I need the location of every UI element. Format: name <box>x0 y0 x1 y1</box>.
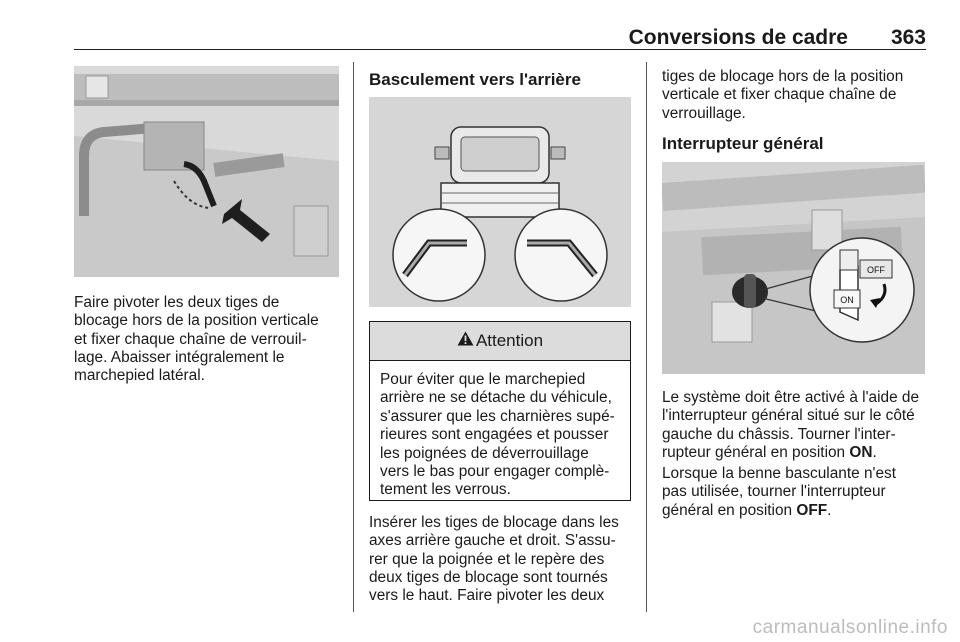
locking-rod-illustration <box>74 66 339 277</box>
attention-title: Attention <box>475 331 544 350</box>
column-divider-right <box>646 62 647 612</box>
switch-label-off: OFF <box>867 265 885 275</box>
attention-box <box>369 321 631 501</box>
right-paragraph-1: Le système doit être activé à l'aide de l'interrupteur général situé sur le côté gauche du châssis. Tourner l'inter- rupteur général en position ON. <box>662 389 920 461</box>
left-paragraph: Faire pivoter les deux tiges de blocage hors de la position verticale et fixer chaque chaîne de verrouil- lage. Abaisser intégralement le marchepied latéral. <box>74 294 319 385</box>
page-number: 363 <box>890 26 926 49</box>
right-continued-paragraph: tiges de blocage hors de la position verticale et fixer chaque chaîne de verrouillage. <box>662 68 904 122</box>
header-rule <box>74 49 926 50</box>
middle-paragraph: Insérer les tiges de blocage dans les axes arrière gauche et droit. S'assu- rer que la poignée et le repère des deux tiges de blocage sont tournés vers le haut. Faire pivoter les deux <box>369 514 619 605</box>
switch-label-on: ON <box>840 295 854 305</box>
truck-rear-illustration <box>369 97 631 307</box>
attention-text: Pour éviter que le marchepied arrière ne se détache du véhicule, s'assurer que les charnières supé- rieures sont engagées et pousser les poignées de déverrouillage vers le bas pour engager complè- tement les verrous. <box>380 371 615 499</box>
heading-tilting-rear: Basculement vers l'arrière <box>369 70 581 89</box>
heading-main-switch: Interrupteur général <box>662 134 824 153</box>
running-header-title: Conversions de cadre <box>628 26 848 49</box>
main-switch-illustration <box>662 162 925 374</box>
right-paragraph-2: Lorsque la benne basculante n'est pas utilisée, tourner l'interrupteur général en position OFF. <box>662 465 896 519</box>
warning-icon <box>457 331 474 351</box>
attention-header <box>370 322 630 361</box>
watermark: carmanualsonline.info <box>752 617 948 638</box>
column-divider-left <box>353 62 354 612</box>
on-keyword: ON <box>849 443 873 461</box>
off-keyword: OFF <box>796 501 828 519</box>
